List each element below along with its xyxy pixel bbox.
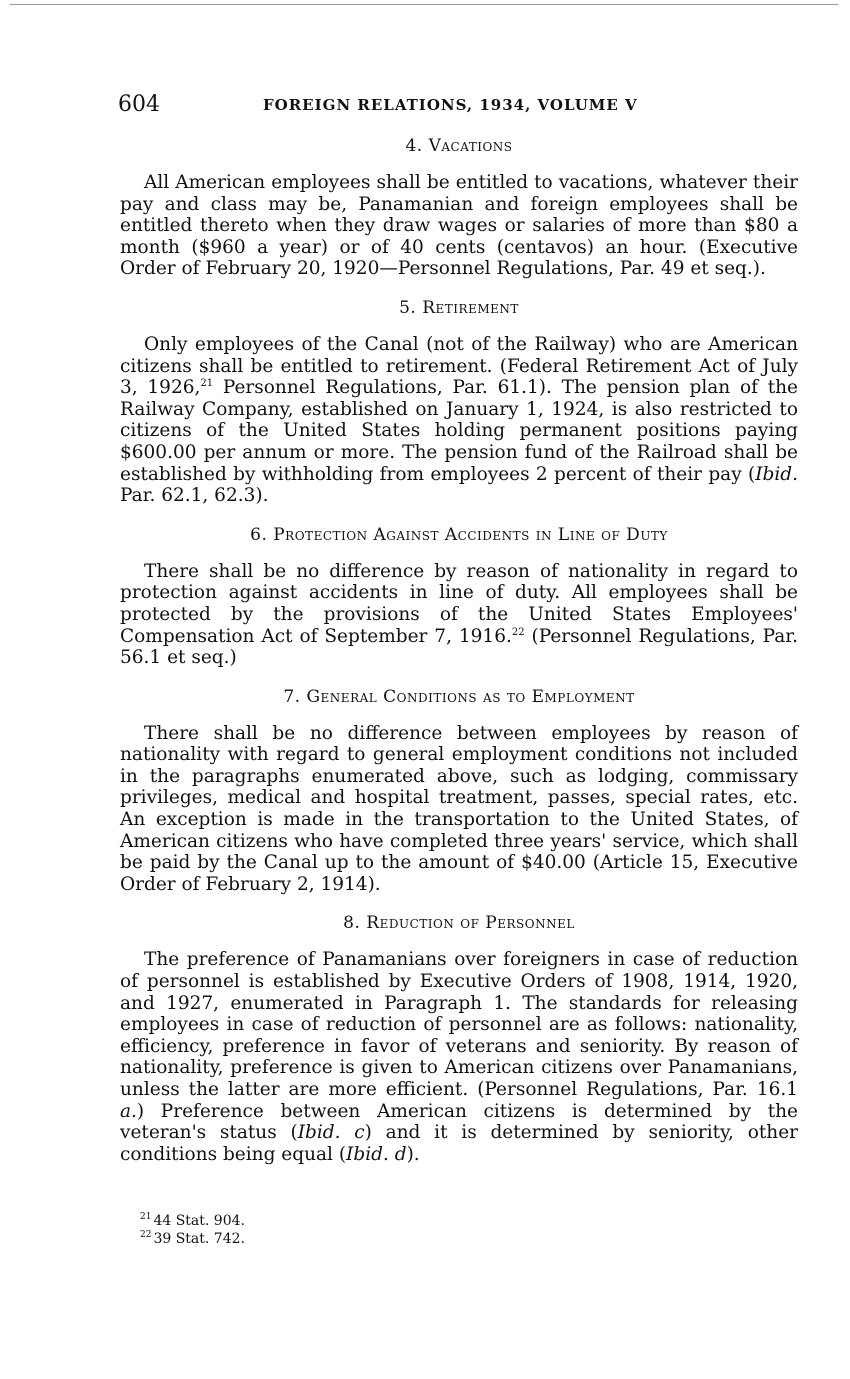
text-run: ) Preference between American citizens is determined by the veteran's status (	[120, 1100, 798, 1144]
top-rule	[10, 4, 838, 5]
text-run: Personnel Regulations, Par. 61.1). The pension plan of the Railway Company, established on January 1, 1924, is also restricted to citizens of the United States holding permanent positions paying $600.00 per annum or more. The pension fund of the Railroad shall be established by withholding from employees 2 percent of their pay (	[120, 377, 798, 485]
text-run: Par. 62.1, 62.3).	[120, 485, 269, 507]
page-number: 604	[118, 92, 160, 117]
footnote-number: 22	[140, 1230, 152, 1241]
footnote-22	[140, 1230, 245, 1248]
italic-ibid-d: Ibid. d	[346, 1143, 407, 1165]
text-run: There shall be no difference by reason of nationality in regard to protection against accidents in line of duty. All employees shall be protected by the provisions of the United States Employees' Compensation Act of September 7, 1916.	[120, 560, 798, 647]
section-heading-general-conditions: 7. General Conditions as to Employment	[283, 686, 635, 707]
text-run: (Personnel Regulations, Par. 56.1 et seq.)	[120, 625, 798, 669]
footnotes	[140, 1212, 245, 1248]
paragraph-vacations: All American employees shall be entitled to vacations, whatever their pay and class may be, Panamanian and foreign employees shall be entitled thereto when they draw wages or salaries of more than $80 a month ($960 a year) or of 40 cents (centavos) an hour. (Executive Order of February 20, 1920—Personnel Regulations, Par. 49 et seq.).	[120, 172, 798, 280]
italic-a: a.	[120, 1100, 137, 1122]
paragraph-retirement	[120, 334, 798, 507]
paragraph-protection	[120, 561, 798, 669]
footnote-text: 44 Stat. 904.	[153, 1213, 245, 1229]
footnote-ref-22: 22	[511, 626, 525, 638]
section-heading-protection: 6. Protection Against Accidents in Line of Duty	[250, 524, 668, 545]
paragraph-reduction	[120, 949, 798, 1165]
text-run: Only employees of the Canal (not of the Railway) who are American citizens shall be entitled to retirement. (Federal Retirement Act of July 3, 1926,	[120, 333, 798, 399]
italic-ibid-c: Ibid. c	[297, 1122, 365, 1144]
section-heading-reduction: 8. Reduction of Personnel	[343, 913, 575, 934]
footnote-21	[140, 1212, 245, 1230]
italic-ibid: Ibid.	[755, 463, 798, 485]
footnote-number: 21	[140, 1212, 152, 1223]
page-header	[118, 92, 798, 120]
footnote-ref-21: 21	[200, 378, 214, 389]
page-body	[120, 136, 798, 1183]
footnote-text: 39 Stat. 742.	[153, 1231, 245, 1247]
text-run: ) and it is determined by seniority, other conditions being equal (	[120, 1122, 798, 1165]
section-heading-retirement: 5. Retirement	[399, 297, 519, 318]
running-head: FOREIGN RELATIONS, 1934, VOLUME V	[263, 96, 638, 114]
text-run: The preference of Panamanians over foreigners in case of reduction of personnel is established by Executive Orders of 1908, 1914, 1920, and 1927, enumerated in Paragraph 1. The standards for releasing employees in case of reduction of personnel are as follows: nationality, efficiency, preference in favor of veterans and seniority. By reason of nationality, preference is given to American citizens over Panamanians, unless the latter are more efficient. (Personnel Regulations, Par. 16.1	[120, 949, 798, 1100]
text-run: ).	[406, 1143, 420, 1165]
section-heading-vacations: 4. Vacations	[405, 136, 513, 156]
paragraph-general-conditions: There shall be no difference between employees by reason of nationality with regard to general employment conditions not included in the paragraphs enumerated above, such as lodging, commissary privileges, medical and hospital treatment, passes, special rates, etc. An exception is made in the transportation to the United States, of American citizens who have completed three years' service, which shall be paid by the Canal up to the amount of $40.00 (Article 15, Executive Order of February 2, 1914).	[120, 722, 798, 895]
